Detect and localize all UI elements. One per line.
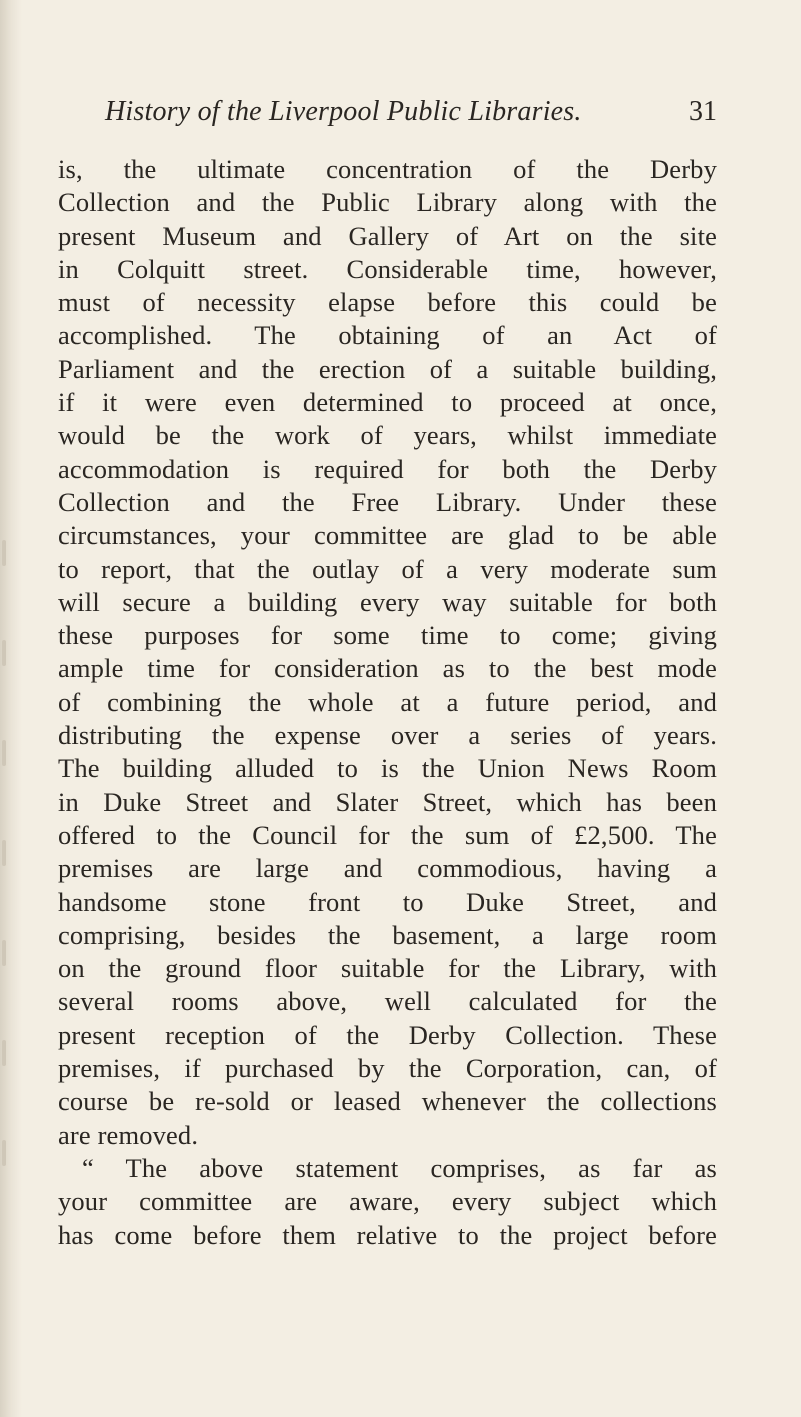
running-title: History of the Liverpool Public Libraries.: [105, 96, 582, 127]
text-line: present reception of the Derby Collection. These: [58, 1019, 717, 1050]
text-line: premises are large and commodious, having a: [58, 853, 717, 884]
text-line: “ The above statement comprises, as far as: [82, 1152, 717, 1183]
page-gutter-shadow: [0, 0, 22, 1417]
text-line: several rooms above, well calculated for the: [58, 986, 717, 1017]
text-line: in Duke Street and Slater Street, which has been: [58, 786, 717, 817]
text-line: in Colquitt street. Considerable time, however,: [58, 253, 717, 284]
text-line: The building alluded to is the Union News Room: [58, 753, 717, 784]
text-line: offered to the Council for the sum of £2,500. The: [58, 819, 717, 850]
text-line: accommodation is required for both the Derby: [58, 453, 717, 484]
body-text: [58, 153, 717, 1252]
text-line: must of necessity elapse before this could be: [58, 287, 717, 318]
running-head: [105, 92, 717, 132]
text-line: is, the ultimate concentration of the Derby: [58, 154, 717, 184]
text-line: would be the work of years, whilst immediate: [58, 420, 717, 451]
text-line: present Museum and Gallery of Art on the site: [58, 220, 717, 251]
text-line: accomplished. The obtaining of an Act of: [58, 320, 717, 351]
gutter-mark: [2, 540, 6, 566]
text-line: Collection and the Free Library. Under these: [58, 486, 717, 517]
text-line: if it were even determined to proceed at once,: [58, 387, 717, 418]
gutter-mark: [2, 1140, 6, 1166]
text-line: of combining the whole at a future period, and: [58, 686, 717, 717]
text-line: course be re-sold or leased whenever the collections: [58, 1086, 717, 1117]
gutter-mark: [2, 840, 6, 866]
page-number: 31: [689, 96, 717, 127]
gutter-mark: [2, 1040, 6, 1066]
text-line: has come before them relative to the project before: [58, 1219, 717, 1250]
gutter-mark: [2, 640, 6, 666]
text-line: comprising, besides the basement, a large room: [58, 919, 717, 950]
gutter-mark: [2, 940, 6, 966]
text-line: will secure a building every way suitable for both: [58, 586, 717, 617]
text-line: are removed.: [58, 1119, 199, 1150]
text-line: these purposes for some time to come; giving: [58, 620, 717, 651]
text-line: circumstances, your committee are glad to be able: [58, 520, 717, 551]
text-line: premises, if purchased by the Corporation, can, of: [58, 1053, 717, 1084]
text-line: on the ground floor suitable for the Library, with: [58, 953, 717, 984]
text-line: your committee are aware, every subject which: [58, 1186, 717, 1217]
text-line: Parliament and the erection of a suitable building,: [58, 353, 717, 384]
text-line: distributing the expense over a series of years.: [58, 720, 717, 751]
text-line: handsome stone front to Duke Street, and: [58, 886, 717, 917]
gutter-mark: [2, 740, 6, 766]
text-line: to report, that the outlay of a very moderate sum: [58, 553, 717, 584]
text-line: Collection and the Public Library along with the: [58, 187, 717, 218]
text-line: ample time for consideration as to the best mode: [58, 653, 717, 684]
